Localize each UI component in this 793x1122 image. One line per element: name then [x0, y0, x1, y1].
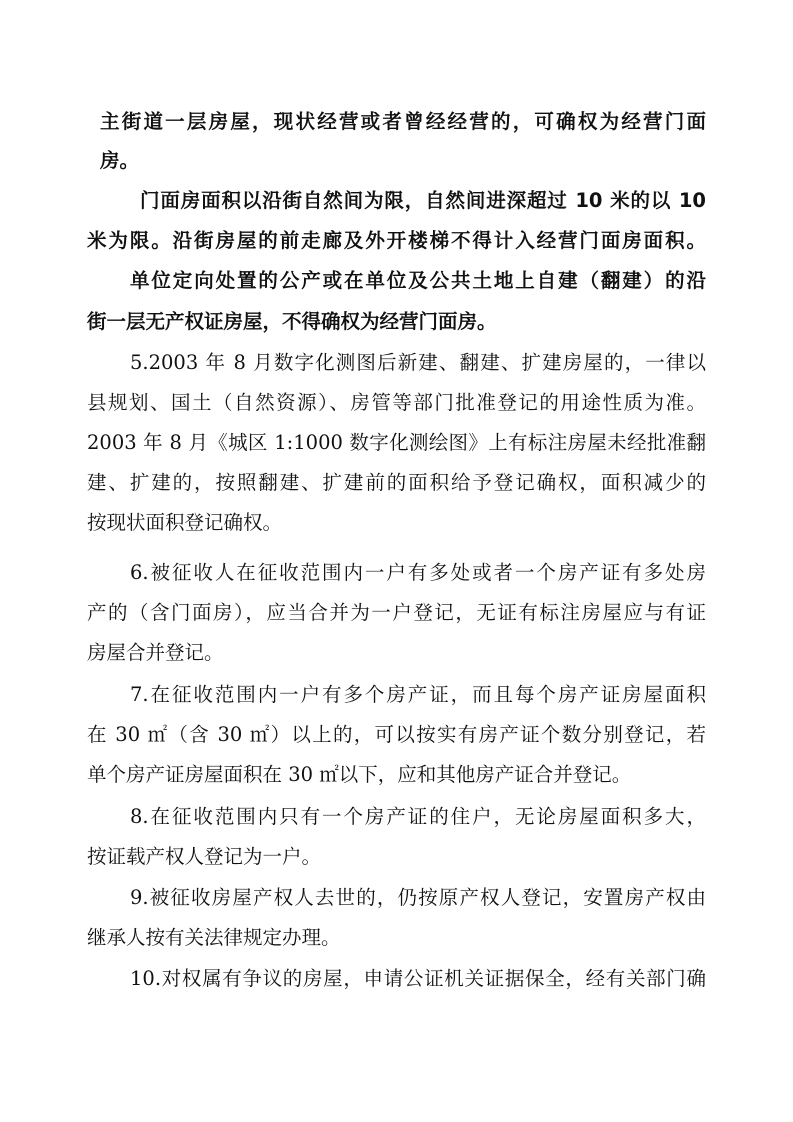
paragraph-item-9-line-1: 9.被征收房屋产权人去世的，仍按原产权人登记，安置房产权由 [130, 886, 706, 909]
paragraph-item-5-line-5: 按现状面积登记确权。 [87, 511, 283, 534]
paragraph-item-5-line-3: 2003 年 8 月《城区 1:1000 数字化测绘图》上有标注房屋未经批准翻 [87, 431, 706, 454]
paragraph-storefront-def-line-1: 主街道一层房屋，现状经营或者曾经经营的，可确权为经营门面 [100, 110, 706, 133]
paragraph-item-5-line-1: 5.2003 年 8 月数字化测图后新建、翻建、扩建房屋的，一律以 [130, 351, 706, 374]
paragraph-storefront-area-line-1: 门面房面积以沿街自然间为限，自然间进深超过 10 米的以 10 [140, 189, 706, 212]
paragraph-unit-disposal-line-2: 街一层无产权证房屋，不得确权为经营门面房。 [87, 310, 497, 333]
paragraph-item-8-line-2: 按证载产权人登记为一户。 [87, 845, 322, 868]
paragraph-storefront-area-line-2: 米为限。沿街房屋的前走廊及外开楼梯不得计入经营门面房面积。 [87, 229, 706, 252]
paragraph-item-7-line-1: 7.在征收范围内一户有多个房产证，而且每个房产证房屋面积 [130, 683, 706, 706]
paragraph-unit-disposal-line-1: 单位定向处置的公产或在单位及公共土地上自建（翻建）的沿 [130, 269, 706, 292]
paragraph-item-9-line-2: 继承人按有关法律规定办理。 [87, 926, 341, 949]
paragraph-item-10-line-1: 10.对权属有争议的房屋，申请公证机关证据保全，经有关部门确 [130, 967, 706, 990]
paragraph-item-7-line-3: 单个房产证房屋面积在 30 ㎡以下，应和其他房产证合并登记。 [87, 763, 632, 786]
paragraph-item-5-line-4: 建、扩建的，按照翻建、扩建前的面积给予登记确权，面积减少的 [87, 471, 706, 494]
paragraph-item-6-line-2: 产的（含门面房），应当合并为一户登记，无证有标注房屋应与有证 [87, 601, 706, 624]
paragraph-item-8-line-1: 8.在征收范围内只有一个房产证的住户，无论房屋面积多大， [130, 805, 706, 828]
paragraph-item-6-line-1: 6.被征收人在征收范围内一户有多处或者一个房产证有多处房 [130, 561, 706, 584]
paragraph-storefront-def-line-2: 房。 [100, 149, 140, 172]
paragraph-item-6-line-3: 房屋合并登记。 [87, 641, 224, 664]
paragraph-item-5-line-2: 县规划、国土（自然资源）、房管等部门批准登记的用途性质为准。 [87, 391, 706, 414]
paragraph-item-7-line-2: 在 30 ㎡（含 30 ㎡）以上的，可以按实有房产证个数分别登记，若 [87, 723, 706, 746]
